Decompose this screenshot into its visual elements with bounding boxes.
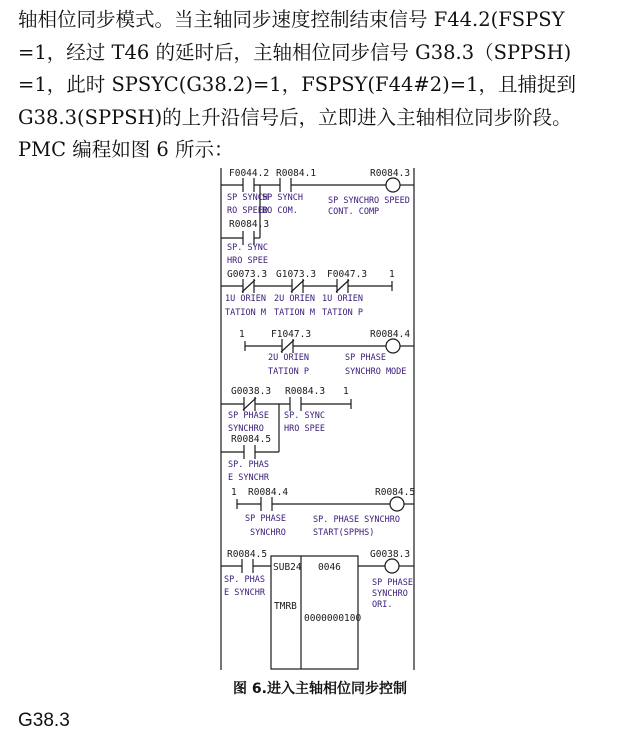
svg-text:SP. SYNC: SP. SYNC [227,243,268,253]
svg-text:G1073.3: G1073.3 [276,269,317,280]
svg-text:TMRB: TMRB [274,601,297,612]
contact-r0084-5 [224,549,267,598]
coil-r0084-4 [345,329,410,377]
svg-text:SUB24: SUB24 [273,562,302,573]
svg-text:R0084.5: R0084.5 [227,549,268,560]
svg-text:R0084.5: R0084.5 [375,487,416,498]
contact-g0073-3 [225,269,267,318]
contact-f0047-3 [322,269,367,318]
svg-text:SYNCHRO: SYNCHRO [228,424,264,434]
svg-text:R0084.3: R0084.3 [370,168,411,179]
svg-text:TATION M: TATION M [274,308,315,318]
svg-text:RO COM.: RO COM. [262,206,298,216]
svg-text:SP PHASE: SP PHASE [372,578,413,588]
rung-2 [221,269,395,318]
svg-text:HRO SPEE: HRO SPEE [227,256,268,266]
svg-text:R0084.3: R0084.3 [285,386,326,397]
paragraph-line: PMC 编程如图 6 所示： [18,138,234,162]
contact-r0084-3 [284,386,325,434]
svg-text:G0038.3: G0038.3 [231,386,272,397]
paragraph-line: G38.3(SPPSH)的上升沿信号后，立即进入主轴相位同步阶段。 [18,105,572,129]
footer-text: G38.3 [18,710,70,731]
svg-text:CONT. COMP: CONT. COMP [328,207,380,217]
contact-r0084-4 [245,487,288,538]
rung5-input-1: 1 [231,487,237,498]
svg-text:E SYNCHR: E SYNCHR [228,473,269,483]
coil-g0038-3 [370,549,413,610]
rung3-input-1: 1 [239,329,245,340]
svg-text:ORI.: ORI. [372,600,393,610]
svg-text:SP PHASE: SP PHASE [345,353,386,363]
svg-text:F0047.3: F0047.3 [327,269,368,280]
rung-4 [221,386,351,483]
svg-text:G0038.3: G0038.3 [370,549,411,560]
svg-text:SYNCHRO MODE: SYNCHRO MODE [345,367,407,377]
svg-text:RO SPEED: RO SPEED [227,206,268,216]
svg-text:R0084.3: R0084.3 [229,219,270,230]
rung-5 [231,487,415,538]
contact-g1073-3 [274,269,316,318]
svg-text:START(SPPHS): START(SPPHS) [313,528,375,538]
rung2-output-1: 1 [389,269,395,280]
svg-text:0000000100: 0000000100 [304,613,362,624]
paragraph-line: =1，此时 SPSYC(G38.2)=1，FSPSY(F44#2)=1，且捕捉到 [18,73,576,97]
svg-text:1U ORIEN: 1U ORIEN [322,294,363,304]
svg-text:HRO SPEE: HRO SPEE [284,424,325,434]
coil-r0084-3 [328,168,410,217]
svg-text:1U ORIEN: 1U ORIEN [225,294,266,304]
svg-text:SP SYNCHRO SPEED: SP SYNCHRO SPEED [328,196,410,206]
svg-text:TATION M: TATION M [225,308,266,318]
svg-text:SYNCHRO: SYNCHRO [372,589,408,599]
svg-text:0046: 0046 [318,562,341,573]
function-block-sub24 [271,556,361,669]
svg-text:2U ORIEN: 2U ORIEN [268,353,309,363]
svg-text:SP PHASE: SP PHASE [245,514,286,524]
svg-text:SP SYNCH: SP SYNCH [262,193,303,203]
svg-text:R0084.1: R0084.1 [276,168,317,179]
svg-text:F0044.2: F0044.2 [229,168,270,179]
contact-r0084-1 [262,168,316,216]
contact-r0084-5-parallel [228,434,271,483]
svg-text:TATION P: TATION P [322,308,363,318]
svg-text:2U ORIEN: 2U ORIEN [274,294,315,304]
svg-text:SP PHASE: SP PHASE [228,411,269,421]
svg-text:G0073.3: G0073.3 [227,269,268,280]
paragraph-line: 轴相位同步模式。当主轴同步速度控制结束信号 F44.2(FSPSY [18,8,565,31]
coil-r0084-5 [313,487,415,538]
svg-text:R0084.5: R0084.5 [231,434,272,445]
contact-r0084-3-parallel [227,219,269,266]
svg-text:SP SYNCH: SP SYNCH [227,193,268,203]
svg-text:SP. PHAS: SP. PHAS [228,460,269,470]
paragraph-line: =1，经过 T46 的延时后，主轴相位同步信号 G38.3（SPPSH) [18,40,572,64]
svg-text:SP. PHASE SYNCHRO: SP. PHASE SYNCHRO [313,515,400,525]
svg-text:SP. PHAS: SP. PHAS [224,575,265,585]
svg-text:R0084.4: R0084.4 [370,329,411,340]
svg-text:TATION P: TATION P [268,367,309,377]
svg-text:E SYNCHR: E SYNCHR [224,588,265,598]
figure-caption: 图 6.进入主轴相位同步控制 [233,681,407,697]
rung-6 [221,549,414,669]
rung-1 [221,168,414,266]
contact-g0038-3 [228,386,271,434]
rung4-output-1: 1 [343,386,349,397]
rung-3 [239,329,414,377]
svg-text:SP. SYNC: SP. SYNC [284,411,325,421]
svg-text:R0084.4: R0084.4 [248,487,289,498]
svg-text:SYNCHRO: SYNCHRO [250,528,286,538]
svg-text:F1047.3: F1047.3 [271,329,312,340]
contact-f1047-3 [268,329,311,377]
